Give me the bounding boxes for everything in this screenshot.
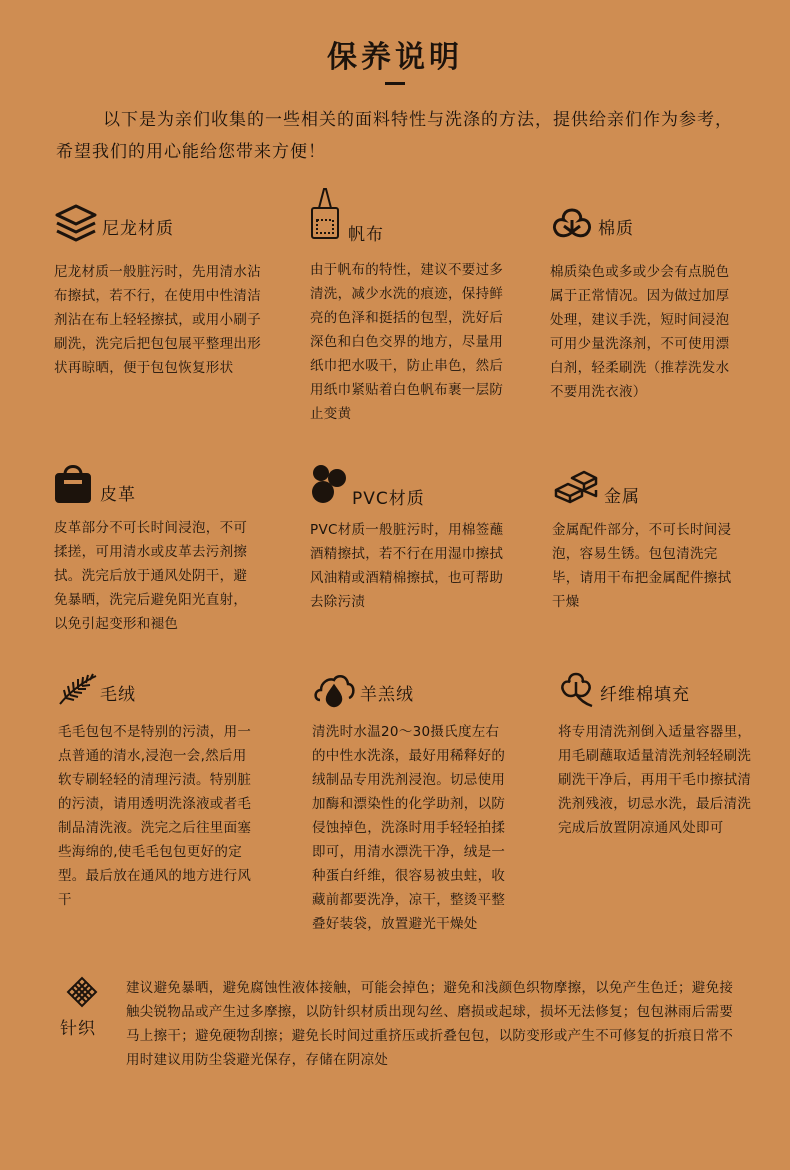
section-title: PVC材质 (352, 489, 425, 509)
section-text: 建议避免暴晒，避免腐蚀性液体接触，可能会掉色；避免和浅颜色织物摩擦，以免产生色迁；避免接触尖锐物品或产生过多摩擦，以防针织材质出现勾丝、磨损或起球，损坏无法修复；包包淋雨后需要马上擦干；避免硬物刮擦；避免长时间过重挤压或折叠包包，以防变形或产生不可修复的折痕日常不用时建议用防尘袋避光保存，存储在阴凉处 (126, 980, 734, 1068)
section-metal (552, 460, 742, 614)
section-cotton (550, 202, 740, 404)
section-title: 棉质 (598, 219, 634, 239)
section-title: 金属 (604, 487, 640, 507)
section-lambswool (312, 666, 512, 936)
metal-bars-icon (552, 460, 600, 508)
section-text: 由于帆布的特性，建议不要过多清洗，减少水洗的痕迹，保持鲜亮的色泽和挺括的包型，洗好后深色和白色交界的地方，尽量用纸巾把水吸干，防止串色，然后用纸巾紧贴着白色帆布裹一层防止变黄 (310, 262, 504, 422)
section-text: 金属配件部分，不可长时间浸泡，容易生锈。包包清洗完毕，请用干布把金属配件擦拭干燥 (552, 522, 732, 610)
section-text: 皮革部分不可长时间浸泡，不可揉搓，可用清水或皮革去污剂擦拭。洗完后放于通风处阴干，避免暴晒，洗完后避免阳光直射，以免引起变形和褪色 (54, 520, 248, 632)
section-text: 毛毛包包不是特别的污渍，用一点普通的清水,浸泡一会,然后用软专刷轻轻的清理污渍。特别脏的污渍，请用透明洗涤液或者毛制品清洗液。洗完之后往里面塞些海绵的,使毛毛包包更好的定型。最后放在通风的地方进行风干 (58, 724, 252, 908)
tote-bag-icon (310, 186, 340, 242)
section-title: 纤维棉填充 (600, 685, 690, 705)
section-title: 帆布 (348, 225, 384, 245)
section-pvc (310, 460, 510, 614)
section-title: 羊羔绒 (360, 685, 414, 705)
section-text: PVC材质一般脏污时，用棉签蘸酒精擦拭，若不行在用湿巾擦拭风油精或酒精棉擦拭，也可帮助去除污渍 (310, 522, 504, 610)
section-title: 尼龙材质 (102, 219, 174, 239)
layers-icon (54, 202, 98, 250)
section-knit (56, 976, 746, 1086)
cloud-drop-icon (312, 666, 356, 714)
section-title: 针织 (60, 1019, 96, 1039)
section-text: 清洗时水温20～30摄氏度左右的中性水洗涤，最好用稀释好的绒制品专用洗剂浸泡。切忌使用加酶和漂染性的化学助剂，以防侵蚀掉色，洗涤时用手轻轻拍揉即可，用清水漂洗干净，绒是一种蛋白纤维，很容易被虫蛀，收藏前都要洗净，凉干，整烫平整叠好装袋，放置避光干燥处 (312, 724, 506, 932)
fiber-cotton-icon (558, 666, 598, 714)
intro-paragraph: 以下是为亲们收集的一些相关的面料特性与洗涤的方法，提供给亲们作为参考，希望我们的用心能给您带来方便！ (56, 110, 733, 162)
feather-icon (58, 666, 98, 714)
section-text: 尼龙材质一般脏污时，先用清水沾布擦拭，若不行，在使用中性清洁剂沾在布上轻轻擦拭，或用小刷子刷洗，洗完后把包包展平整理出形状再晾晒，便于包包恢复形状 (54, 264, 261, 376)
section-leather (54, 458, 259, 636)
page-title: 保养说明 (327, 40, 463, 75)
title-divider (385, 82, 405, 85)
section-canvas (310, 186, 510, 426)
section-nylon (54, 202, 264, 380)
section-fiber-fill (558, 666, 758, 840)
cotton-flower-icon (550, 202, 594, 250)
section-text: 将专用清洗剂倒入适量容器里，用毛刷蘸取适量清洗剂轻轻刷洗刷洗干净后，再用干毛巾擦拭清洗剂残液，切忌水洗，最后清洗完成后放置阴凉通风处即可 (558, 724, 752, 836)
knit-pattern-icon (66, 976, 98, 1008)
pvc-circles-icon (310, 460, 348, 508)
section-title: 毛绒 (100, 685, 136, 705)
section-title: 皮革 (100, 485, 136, 505)
section-text: 棉质染色或多或少会有点脱色属于正常情况。因为做过加厚处理，建议手洗，短时间浸泡可用少量洗涤剂，不可使用漂白剂，轻柔刷洗（推荐洗发水不要用洗衣液） (550, 264, 730, 400)
section-plush (58, 666, 258, 912)
handbag-icon (54, 458, 92, 506)
